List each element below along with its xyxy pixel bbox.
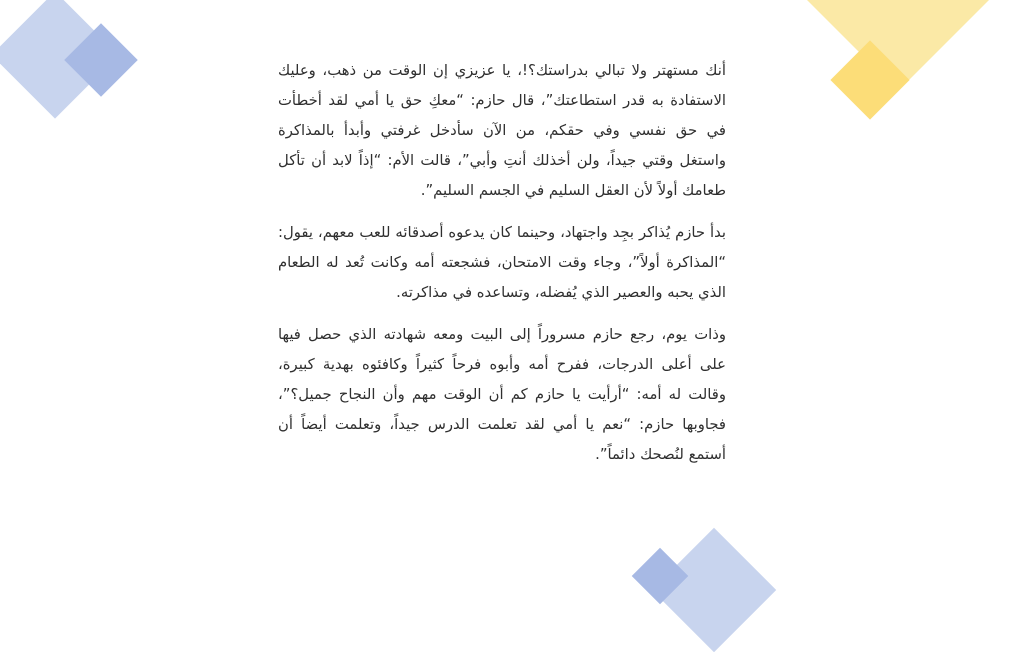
- story-paragraph-3: وذات يوم، رجع حازم مسروراً إلى البيت ومعه شهادته الذي حصل فيها على أعلى الدرجات، ففرح أمه وأبوه فرحاً كثيراً وكافئوه بهدية كبيرة، وقالت له أمه: “أرأيت يا حازم كم أن الوقت مهم وأن النجاح جميل؟”، فجاوبها حازم: “نعم يا أمي لقد تعلمت الدرس جيداً، وتعلمت أيضاً أن أستمع لنُصحك دائماً”.: [278, 326, 726, 463]
- story-paragraph-2: بدأ حازم يُذاكر بجِد واجتهاد، وحينما كان يدعوه أصدقائه للعب معهم، يقول: “المذاكرة أولاً”، وجاء وقت الامتحان، فشجعته أمه وكانت تُعد له الطعام الذي يحبه والعصير الذي يُفضله، وتساعده في مذاكرته.: [278, 224, 726, 301]
- story-paragraph-1: أنك مستهتر ولا تبالي بدراستك؟!، يا عزيزي إن الوقت من ذهب، وعليك الاستفادة به قدر استطاعتك”، قال حازم: “معكِ حق يا أمي لقد أخطأت في حق نفسي وفي حقكم، من الآن سأدخل غرفتي وأبدأ بالمذاكرة واستغل وقتي جيداً، ولن أخذلك أنتِ وأبي”، قالت الأم: “إذاً لابد أن تأكل طعامك أولاً لأن العقل السليم في الجسم السليم”.: [278, 62, 726, 199]
- story-text-block: [278, 56, 726, 482]
